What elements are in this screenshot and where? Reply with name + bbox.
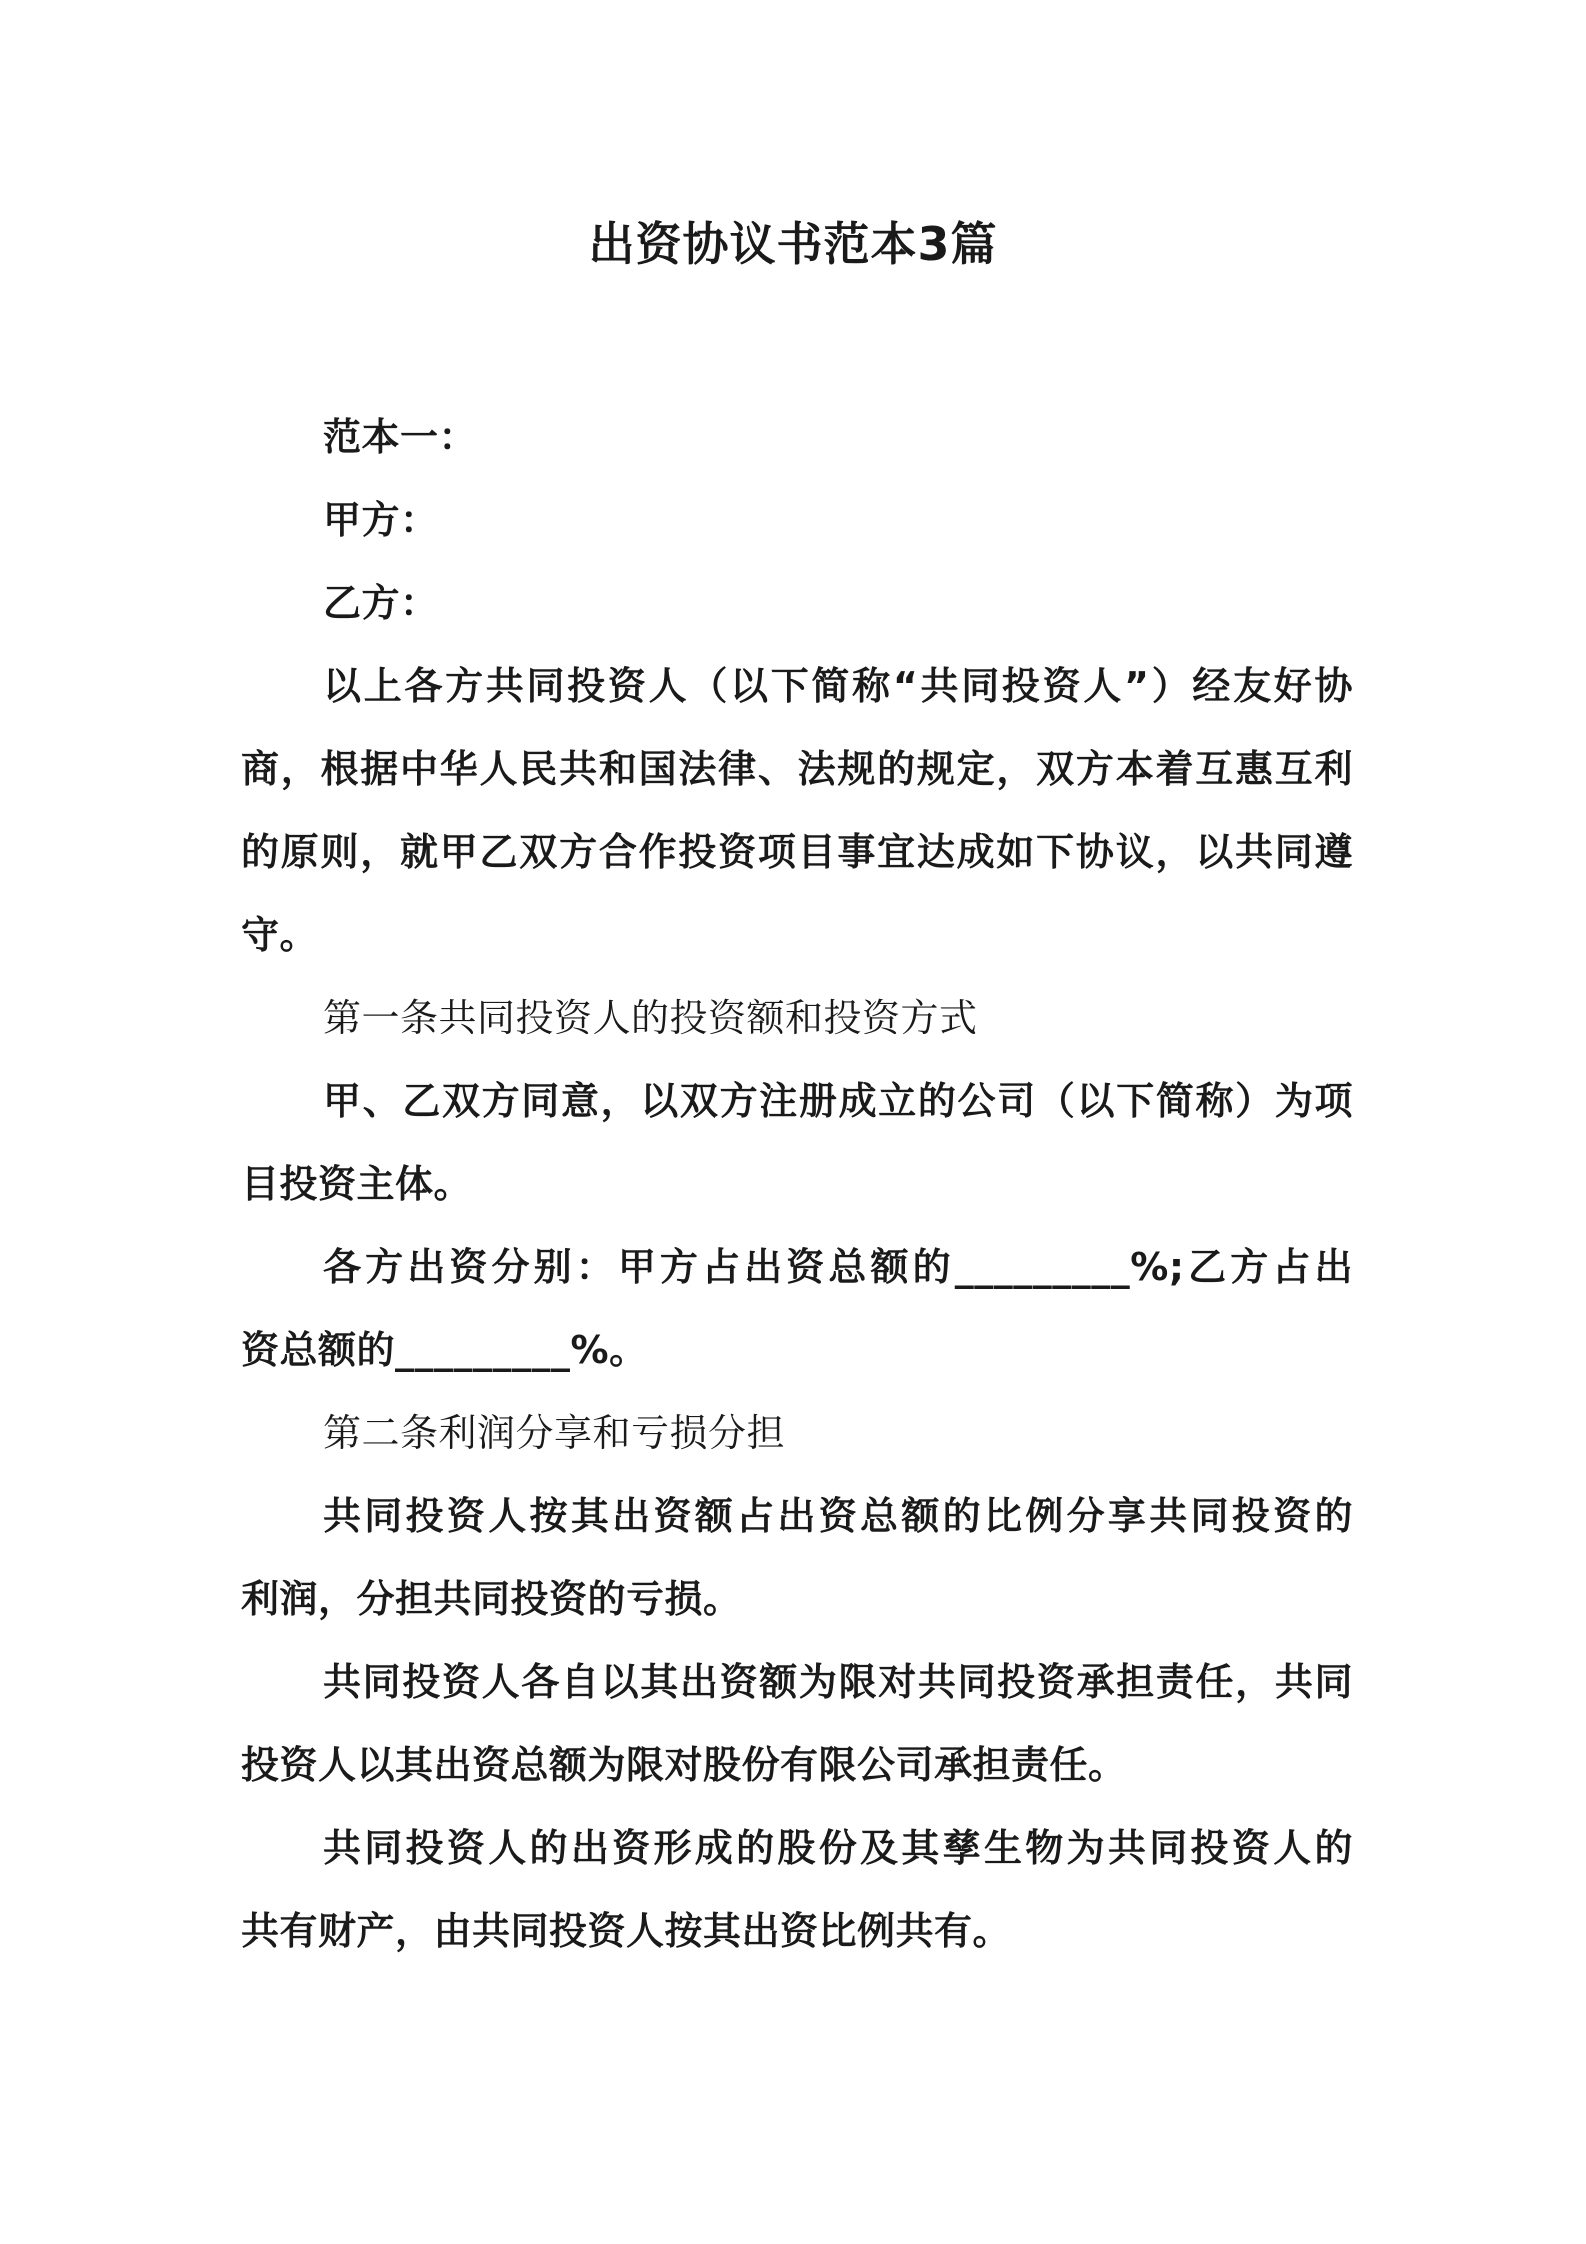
- article-2-para-1-line-2: 利润，分担共同投资的亏损。: [241, 1577, 742, 1621]
- article-2-para-3-line-1: 共同投资人的出资形成的股份及其孳生物为共同投资人的: [323, 1826, 1353, 1870]
- preamble-line-4: 守。: [241, 913, 319, 957]
- sample-label: 范本一：: [323, 415, 478, 459]
- article-2-para-2-line-1: 共同投资人各自以其出资额为限对共同投资承担责任，共同: [323, 1660, 1353, 1704]
- preamble-line-2: 商，根据中华人民共和国法律、法规的规定，双方本着互惠互利: [241, 747, 1353, 791]
- article-1-para-2-line-1: 各方出资分别：甲方占出资总额的_________%;乙方占出: [323, 1245, 1353, 1289]
- article-2-para-1-line-1: 共同投资人按其出资额占出资总额的比例分享共同投资的: [323, 1494, 1353, 1538]
- article-2-para-2-line-2: 投资人以其出资总额为限对股份有限公司承担责任。: [241, 1743, 1127, 1787]
- party-b-label: 乙方：: [323, 581, 439, 625]
- party-a-label: 甲方：: [323, 498, 439, 542]
- article-1-heading: 第一条共同投资人的投资额和投资方式: [323, 996, 978, 1040]
- preamble-line-3: 的原则，就甲乙双方合作投资项目事宜达成如下协议，以共同遵: [241, 830, 1353, 874]
- article-2-heading: 第二条利润分享和亏损分担: [323, 1411, 786, 1455]
- article-1-para-1-line-1: 甲、乙双方同意，以双方注册成立的公司（以下简称）为项: [323, 1079, 1353, 1123]
- article-1-para-2-line-2: 资总额的_________%。: [241, 1328, 648, 1372]
- document-title: 出资协议书范本3篇: [588, 217, 998, 271]
- article-1-para-1-line-2: 目投资主体。: [241, 1162, 473, 1206]
- preamble-line-1: 以上各方共同投资人（以下简称“共同投资人”）经友好协: [323, 664, 1353, 708]
- article-2-para-3-line-2: 共有财产，由共同投资人按其出资比例共有。: [241, 1909, 1012, 1953]
